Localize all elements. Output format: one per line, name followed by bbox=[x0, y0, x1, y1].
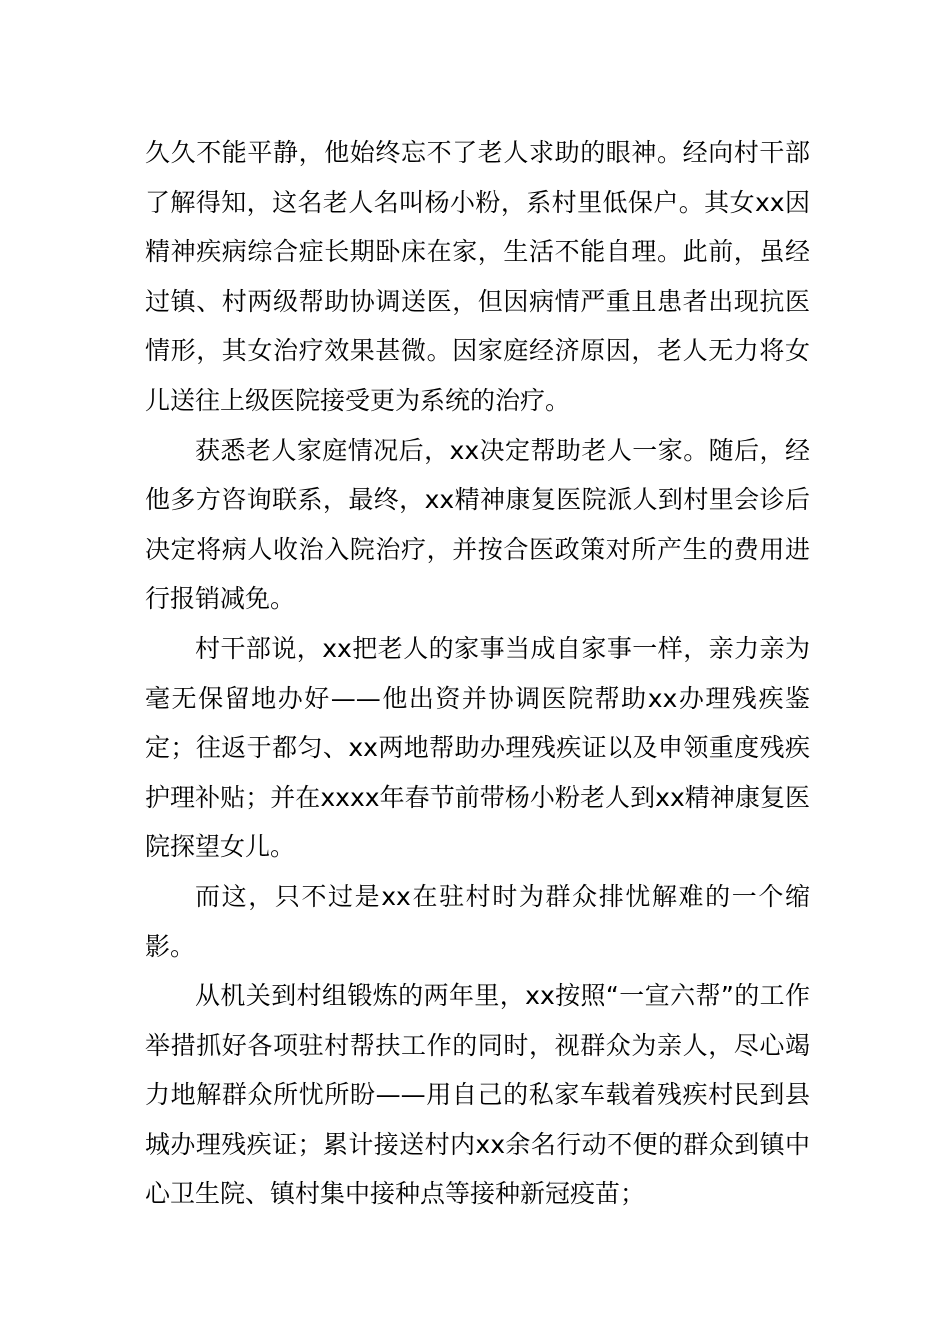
paragraph-1: 久久不能平静，他始终忘不了老人求助的眼神。经向村干部了解得知，这名老人名叫杨小粉，系村里低保户。其女xx因精神疾病综合症长期卧床在家，生活不能自理。此前，虽经过镇、村两级帮助协调送医，但因病情严重且患者出现抗医情形，其女治疗效果甚微。因家庭经济原因，老人无力将女儿送往上级医院接受更为系统的治疗。 bbox=[145, 138, 810, 415]
paragraph-2: 获悉老人家庭情况后，xx决定帮助老人一家。随后，经他多方咨询联系，最终，xx精神康复医院派人到村里会诊后决定将病人收治入院治疗，并按合医政策对所产生的费用进行报销减免。 bbox=[145, 435, 810, 614]
paragraph-5: 从机关到村组锻炼的两年里，xx按照“一宣六帮”的工作举措抓好各项驻村帮扶工作的同时，视群众为亲人，尽心竭力地解群众所忧所盼——用自己的私家车载着残疾村民到县城办理残疾证；累计接送村内xx余名行动不便的群众到镇中心卫生院、镇村集中接种点等接种新冠疫苗； bbox=[145, 981, 810, 1209]
paragraph-3: 村干部说，xx把老人的家事当成自家事一样，亲力亲为毫无保留地办好——他出资并协调医院帮助xx办理残疾鉴定；往返于都匀、xx两地帮助办理残疾证以及申领重度残疾护理补贴；并在xxxx年春节前带杨小粉老人到xx精神康复医院探望女儿。 bbox=[145, 633, 810, 862]
paragraph-4: 而这，只不过是xx在驻村时为群众排忧解难的一个缩影。 bbox=[145, 881, 810, 961]
document-body bbox=[145, 128, 810, 1219]
